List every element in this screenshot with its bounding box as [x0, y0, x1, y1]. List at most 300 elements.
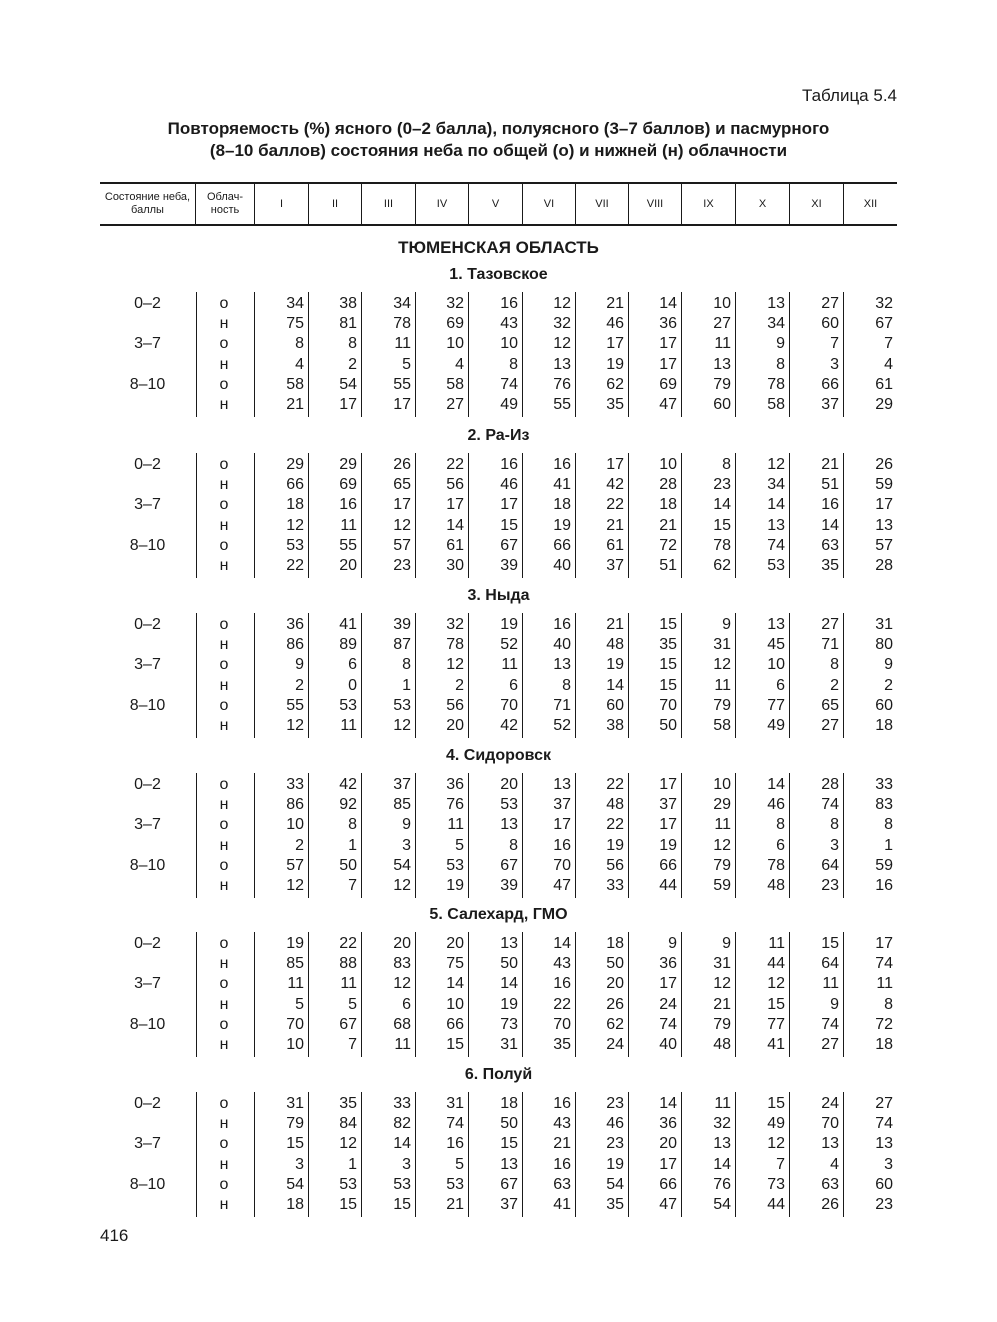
value-cell: 29	[286, 456, 304, 473]
value-cell: 17	[606, 456, 624, 473]
value-cell: 52	[500, 636, 518, 654]
value-cell: 37	[821, 396, 839, 413]
value-cell: 53	[393, 696, 411, 714]
cloudiness-cell: о	[219, 776, 229, 793]
value-cell: 19	[286, 935, 304, 952]
value-cell: 16	[553, 975, 571, 993]
value-cell: 76	[446, 796, 464, 814]
column-rule	[681, 1092, 682, 1217]
value-cell: 61	[446, 536, 464, 554]
cloudiness-cell: н	[219, 1115, 229, 1133]
value-cell: 20	[446, 935, 464, 952]
value-cell: 67	[500, 1175, 518, 1193]
value-cell: 67	[875, 315, 893, 333]
value-cell: 5	[455, 836, 464, 854]
value-cell: 13	[553, 355, 571, 373]
title-line-2: (8–10 баллов) состояния неба по общей (о) и нижней (н) облачности	[209, 141, 788, 160]
value-cell: 15	[286, 1135, 304, 1153]
value-cell: 46	[767, 796, 785, 814]
value-cell: 16	[500, 295, 518, 312]
value-cell: 16	[553, 1155, 571, 1173]
value-cell: 35	[339, 1095, 357, 1112]
table-row	[0, 1035, 997, 1055]
value-cell: 15	[446, 1036, 464, 1053]
value-cell: 46	[500, 476, 518, 494]
column-rule	[468, 1092, 469, 1217]
value-cell: 21	[606, 516, 624, 534]
value-cell: 66	[286, 476, 304, 494]
cloudiness-cell: о	[219, 1135, 229, 1153]
value-cell: 62	[713, 557, 731, 574]
value-cell: 12	[713, 656, 731, 674]
value-cell: 12	[286, 516, 304, 534]
value-cell: 74	[500, 375, 518, 393]
sky-state-cell: 0–2	[134, 776, 161, 793]
value-cell: 7	[348, 877, 357, 894]
value-cell: 1	[348, 836, 357, 854]
value-cell: 32	[446, 616, 464, 633]
column-rule	[361, 453, 362, 578]
value-cell: 16	[339, 496, 357, 514]
value-cell: 16	[553, 836, 571, 854]
value-cell: 27	[821, 616, 839, 633]
value-cell: 21	[713, 995, 731, 1013]
value-cell: 12	[446, 656, 464, 674]
value-cell: 22	[606, 496, 624, 514]
value-cell: 6	[776, 676, 785, 694]
value-cell: 22	[339, 935, 357, 952]
value-cell: 36	[286, 616, 304, 633]
value-cell: 8	[348, 816, 357, 834]
value-cell: 76	[553, 375, 571, 393]
value-cell: 1	[884, 836, 893, 854]
value-cell: 54	[606, 1175, 624, 1193]
station-title: 4. Сидоровск	[446, 747, 551, 764]
cloudiness-cell: н	[219, 557, 229, 574]
value-cell: 81	[339, 315, 357, 333]
value-cell: 48	[606, 796, 624, 814]
value-cell: 47	[659, 1196, 677, 1213]
value-cell: 58	[767, 396, 785, 413]
value-cell: 26	[821, 1196, 839, 1213]
value-cell: 8	[509, 836, 518, 854]
value-cell: 3	[402, 1155, 411, 1173]
table-row	[0, 815, 997, 835]
column-rule	[522, 773, 523, 898]
sky-state-cell: 8–10	[129, 1015, 166, 1033]
value-cell: 33	[875, 776, 893, 793]
value-cell: 22	[553, 995, 571, 1013]
value-cell: 17	[659, 1155, 677, 1173]
value-cell: 78	[393, 315, 411, 333]
value-cell: 17	[393, 496, 411, 514]
value-cell: 69	[339, 476, 357, 494]
column-rule	[361, 773, 362, 898]
value-cell: 20	[659, 1135, 677, 1153]
value-cell: 28	[875, 557, 893, 574]
value-cell: 29	[339, 456, 357, 473]
value-cell: 70	[821, 1115, 839, 1133]
cloudiness-cell: о	[219, 696, 229, 714]
cloudiness-cell: о	[219, 536, 229, 554]
value-cell: 60	[875, 696, 893, 714]
column-rule	[735, 773, 736, 898]
column-rule	[628, 292, 629, 417]
station-title: 6. Полуй	[464, 1066, 533, 1083]
value-cell: 17	[500, 496, 518, 514]
table-row	[0, 395, 997, 415]
sky-state-cell: 3–7	[134, 975, 161, 993]
value-cell: 19	[500, 995, 518, 1013]
value-cell: 21	[821, 456, 839, 473]
value-cell: 66	[659, 856, 677, 874]
value-cell: 79	[713, 856, 731, 874]
value-cell: 46	[606, 1115, 624, 1133]
header-month-10: X	[735, 184, 789, 224]
value-cell: 14	[713, 1155, 731, 1173]
value-cell: 43	[553, 955, 571, 973]
column-rule	[789, 453, 790, 578]
value-cell: 4	[884, 355, 893, 373]
value-cell: 74	[875, 1115, 893, 1133]
value-cell: 22	[286, 557, 304, 574]
value-cell: 54	[393, 856, 411, 874]
value-cell: 43	[553, 1115, 571, 1133]
value-cell: 12	[393, 877, 411, 894]
value-cell: 56	[606, 856, 624, 874]
header-state: Состояние неба, баллы	[104, 191, 191, 216]
value-cell: 44	[767, 1196, 785, 1213]
column-rule	[468, 453, 469, 578]
table-row	[0, 294, 997, 314]
value-cell: 55	[286, 696, 304, 714]
value-cell: 59	[875, 856, 893, 874]
value-cell: 40	[553, 557, 571, 574]
value-cell: 10	[713, 295, 731, 312]
value-cell: 8	[830, 816, 839, 834]
table-row	[0, 355, 997, 375]
value-cell: 47	[553, 877, 571, 894]
value-cell: 79	[286, 1115, 304, 1133]
value-cell: 2	[295, 836, 304, 854]
cloudiness-cell: о	[219, 616, 229, 633]
value-cell: 29	[713, 796, 731, 814]
value-cell: 8	[776, 816, 785, 834]
value-cell: 45	[767, 636, 785, 654]
value-cell: 26	[606, 995, 624, 1013]
cloudiness-cell: н	[219, 955, 229, 973]
column-rule	[196, 932, 197, 1057]
header-month-1: I	[254, 184, 308, 224]
value-cell: 67	[500, 856, 518, 874]
value-cell: 20	[606, 975, 624, 993]
value-cell: 10	[767, 656, 785, 674]
value-cell: 57	[875, 536, 893, 554]
column-rule	[415, 613, 416, 738]
value-cell: 17	[553, 816, 571, 834]
table-row	[0, 635, 997, 655]
header-month-12: XII	[843, 184, 897, 224]
value-cell: 37	[393, 776, 411, 793]
column-rule	[789, 1092, 790, 1217]
sky-state-cell: 8–10	[129, 536, 166, 554]
value-cell: 17	[875, 496, 893, 514]
value-cell: 62	[606, 375, 624, 393]
value-cell: 53	[446, 856, 464, 874]
value-cell: 18	[875, 1036, 893, 1053]
column-rule	[735, 613, 736, 738]
sky-state-cell: 8–10	[129, 696, 166, 714]
column-rule	[308, 773, 309, 898]
table-row	[0, 536, 997, 556]
value-cell: 37	[500, 1196, 518, 1213]
value-cell: 13	[875, 1135, 893, 1153]
value-cell: 15	[767, 1095, 785, 1112]
value-cell: 10	[659, 456, 677, 473]
column-rule	[254, 453, 255, 578]
value-cell: 7	[830, 335, 839, 353]
column-rule	[522, 932, 523, 1057]
value-cell: 1	[402, 676, 411, 694]
value-cell: 12	[286, 717, 304, 734]
value-cell: 69	[446, 315, 464, 333]
station-title: 2. Ра-Из	[467, 427, 530, 444]
value-cell: 3	[830, 355, 839, 373]
value-cell: 19	[446, 877, 464, 894]
value-cell: 68	[393, 1015, 411, 1033]
value-cell: 20	[393, 935, 411, 952]
value-cell: 12	[767, 1135, 785, 1153]
value-cell: 63	[821, 536, 839, 554]
value-cell: 58	[713, 717, 731, 734]
station-title: 3. Ныда	[467, 587, 530, 604]
header-month-4: IV	[415, 184, 468, 224]
table-row	[0, 1134, 997, 1154]
value-cell: 85	[286, 955, 304, 973]
value-cell: 11	[394, 1036, 411, 1053]
table-row	[0, 775, 997, 795]
column-rule	[361, 1092, 362, 1217]
value-cell: 21	[606, 295, 624, 312]
table-row	[0, 495, 997, 515]
value-cell: 24	[606, 1036, 624, 1053]
value-cell: 17	[446, 496, 464, 514]
value-cell: 11	[714, 1095, 731, 1112]
value-cell: 48	[606, 636, 624, 654]
column-rule	[681, 453, 682, 578]
value-cell: 51	[821, 476, 839, 494]
cloudiness-cell: о	[219, 856, 229, 874]
value-cell: 3	[830, 836, 839, 854]
value-cell: 70	[553, 1015, 571, 1033]
value-cell: 8	[776, 355, 785, 373]
header-cloud: Облач- ность	[195, 184, 254, 224]
value-cell: 35	[553, 1036, 571, 1053]
value-cell: 48	[767, 877, 785, 894]
value-cell: 58	[286, 375, 304, 393]
value-cell: 2	[884, 676, 893, 694]
value-cell: 32	[553, 315, 571, 333]
cloudiness-cell: о	[219, 335, 229, 353]
value-cell: 74	[446, 1115, 464, 1133]
value-cell: 34	[393, 295, 411, 312]
value-cell: 3	[402, 836, 411, 854]
value-cell: 33	[606, 877, 624, 894]
cloudiness-cell: н	[219, 676, 229, 694]
value-cell: 22	[606, 816, 624, 834]
value-cell: 19	[500, 616, 518, 633]
table-row	[0, 556, 997, 576]
cloudiness-cell: о	[219, 295, 229, 312]
column-rule	[843, 453, 844, 578]
value-cell: 65	[821, 696, 839, 714]
value-cell: 24	[659, 995, 677, 1013]
value-cell: 11	[714, 676, 731, 694]
value-cell: 29	[875, 396, 893, 413]
value-cell: 66	[553, 536, 571, 554]
value-cell: 11	[714, 335, 731, 353]
value-cell: 41	[553, 1196, 571, 1213]
value-cell: 13	[821, 1135, 839, 1153]
value-cell: 9	[776, 335, 785, 353]
value-cell: 78	[713, 536, 731, 554]
value-cell: 47	[659, 396, 677, 413]
value-cell: 15	[767, 995, 785, 1013]
value-cell: 53	[393, 1175, 411, 1193]
value-cell: 12	[767, 456, 785, 473]
value-cell: 14	[659, 1095, 677, 1112]
value-cell: 14	[606, 676, 624, 694]
table-row	[0, 716, 997, 736]
value-cell: 31	[286, 1095, 304, 1112]
table-row	[0, 1015, 997, 1035]
value-cell: 14	[713, 496, 731, 514]
value-cell: 35	[606, 396, 624, 413]
sky-state-cell: 8–10	[129, 375, 166, 393]
value-cell: 14	[553, 935, 571, 952]
value-cell: 31	[713, 636, 731, 654]
column-rule	[789, 932, 790, 1057]
value-cell: 8	[722, 456, 731, 473]
value-cell: 23	[606, 1095, 624, 1112]
column-rule	[843, 292, 844, 417]
value-cell: 74	[659, 1015, 677, 1033]
value-cell: 27	[713, 315, 731, 333]
column-rule	[254, 613, 255, 738]
value-cell: 61	[606, 536, 624, 554]
table-row	[0, 676, 997, 696]
page-number: 416	[100, 1226, 129, 1245]
value-cell: 59	[875, 476, 893, 494]
value-cell: 76	[713, 1175, 731, 1193]
value-cell: 12	[393, 717, 411, 734]
column-rule	[843, 613, 844, 738]
value-cell: 83	[875, 796, 893, 814]
value-cell: 28	[821, 776, 839, 793]
value-cell: 11	[501, 656, 518, 674]
value-cell: 12	[767, 975, 785, 993]
value-cell: 74	[821, 796, 839, 814]
value-cell: 21	[553, 1135, 571, 1153]
column-rule	[735, 1092, 736, 1217]
value-cell: 14	[446, 516, 464, 534]
column-rule	[681, 292, 682, 417]
value-cell: 34	[767, 315, 785, 333]
value-cell: 19	[606, 656, 624, 674]
value-cell: 70	[500, 696, 518, 714]
sky-state-cell: 3–7	[134, 335, 161, 353]
value-cell: 42	[339, 776, 357, 793]
value-cell: 79	[713, 375, 731, 393]
value-cell: 27	[875, 1095, 893, 1112]
value-cell: 49	[500, 396, 518, 413]
value-cell: 15	[659, 676, 677, 694]
value-cell: 10	[286, 816, 304, 834]
cloudiness-cell: н	[219, 796, 229, 814]
value-cell: 16	[553, 1095, 571, 1112]
value-cell: 24	[821, 1095, 839, 1112]
table-row	[0, 1195, 997, 1215]
value-cell: 17	[393, 396, 411, 413]
table-row	[0, 954, 997, 974]
value-cell: 57	[286, 856, 304, 874]
value-cell: 13	[767, 616, 785, 633]
station-title: 5. Салехард, ГМО	[429, 906, 568, 923]
value-cell: 79	[713, 696, 731, 714]
value-cell: 48	[713, 1036, 731, 1053]
value-cell: 53	[286, 536, 304, 554]
value-cell: 15	[659, 656, 677, 674]
value-cell: 11	[447, 816, 464, 834]
value-cell: 21	[286, 396, 304, 413]
cloudiness-cell: о	[219, 1015, 229, 1033]
sky-state-cell: 3–7	[134, 1135, 161, 1153]
table-row	[0, 1175, 997, 1195]
column-rule	[361, 932, 362, 1057]
value-cell: 12	[553, 295, 571, 312]
cloudiness-cell: н	[219, 355, 229, 373]
value-cell: 34	[286, 295, 304, 312]
value-cell: 18	[286, 496, 304, 514]
value-cell: 32	[446, 295, 464, 312]
value-cell: 54	[713, 1196, 731, 1213]
value-cell: 26	[393, 456, 411, 473]
cloudiness-cell: о	[219, 1175, 229, 1193]
value-cell: 38	[606, 717, 624, 734]
value-cell: 50	[339, 856, 357, 874]
header-month-3: III	[361, 184, 415, 224]
value-cell: 67	[500, 536, 518, 554]
value-cell: 30	[446, 557, 464, 574]
value-cell: 26	[875, 456, 893, 473]
value-cell: 83	[393, 955, 411, 973]
value-cell: 12	[393, 516, 411, 534]
value-cell: 35	[821, 557, 839, 574]
value-cell: 31	[713, 955, 731, 973]
value-cell: 16	[553, 616, 571, 633]
sky-state-cell: 0–2	[134, 935, 161, 952]
value-cell: 15	[713, 516, 731, 534]
cloudiness-cell: о	[219, 975, 229, 993]
value-cell: 69	[659, 375, 677, 393]
value-cell: 13	[767, 295, 785, 312]
value-cell: 18	[659, 496, 677, 514]
value-cell: 73	[767, 1175, 785, 1193]
value-cell: 15	[659, 616, 677, 633]
value-cell: 9	[884, 656, 893, 674]
value-cell: 8	[402, 656, 411, 674]
value-cell: 71	[553, 696, 571, 714]
